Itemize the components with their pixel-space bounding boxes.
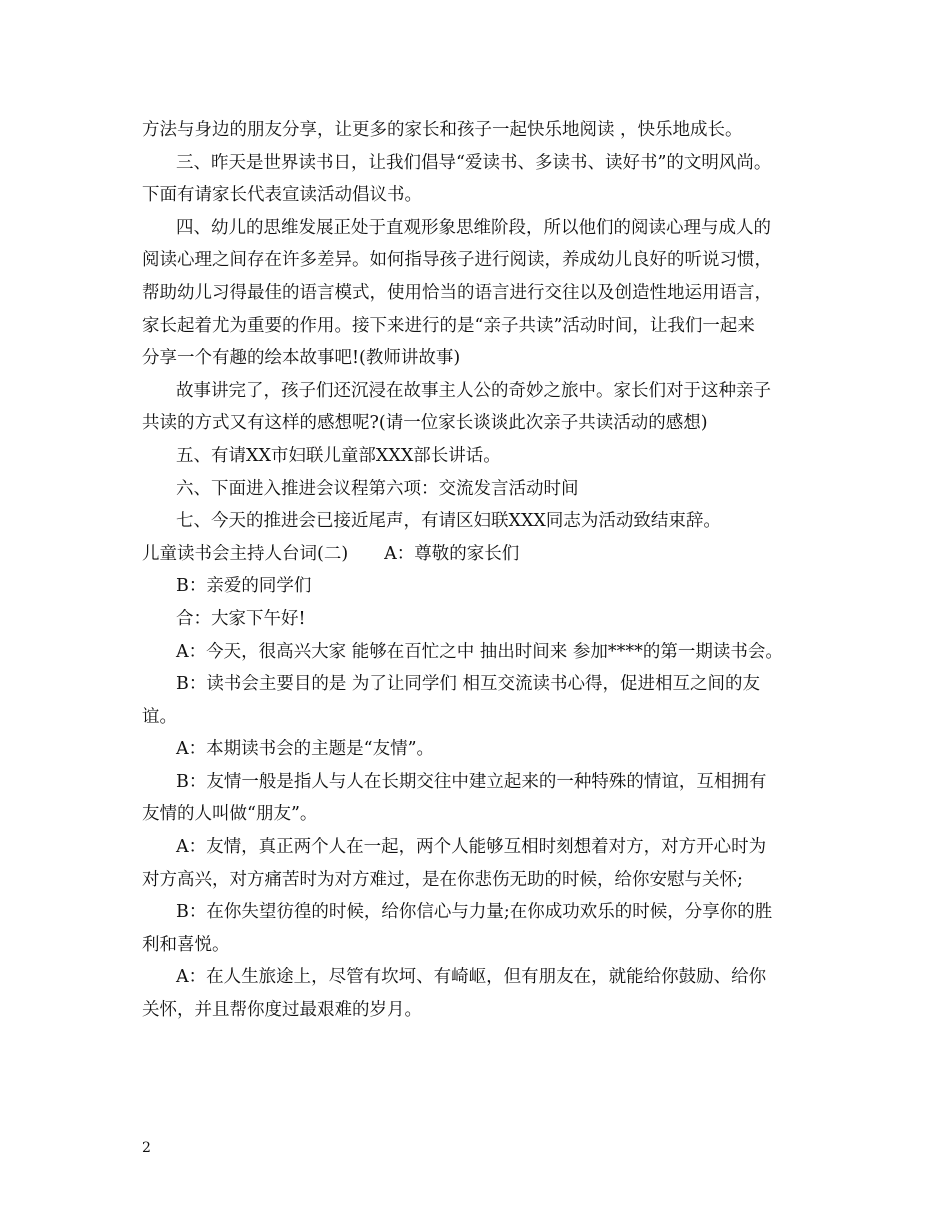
dialogue-line: A：在人生旅途上，尽管有坎坷、有崎岖，但有朋友在，就能给你鼓励、给你 [176, 967, 767, 988]
dialogue-line: B：在你失望彷徨的时候，给你信心与力量;在你成功欢乐的时候，分享你的胜 [176, 902, 773, 923]
section-heading-line [142, 538, 822, 571]
section-first-line: A：尊敬的家长们 [384, 543, 520, 564]
paragraph-line: 分享一个有趣的绘本故事吧!(教师讲故事) [142, 348, 461, 369]
paragraph-line: 阅读心理之间存在许多差异。如何指导孩子进行阅读，养成幼儿良好的听说习惯， [142, 250, 772, 271]
paragraph-line: 四、幼儿的思维发展正处于直观形象思维阶段，所以他们的阅读心理与成人的 [176, 217, 771, 238]
paragraph-line: 帮助幼儿习得最佳的语言模式，使用恰当的语言进行交往以及创造性地运用语言， [142, 282, 772, 303]
dialogue-line: 合：大家下午好! [176, 608, 306, 629]
dialogue-line: 利和喜悦。 [142, 934, 230, 955]
page-number: 2 [142, 1140, 151, 1156]
paragraph-line: 共读的方式又有这样的感想呢?(请一位家长谈谈此次亲子共读活动的感想) [142, 413, 708, 434]
paragraph-line: 五、有请XX市妇联儿童部XXX部长讲话。 [176, 445, 501, 466]
dialogue-line: B：读书会主要目的是 为了让同学们 相互交流读书心得，促进相互之间的友 [176, 674, 760, 695]
paragraph-line: 七、今天的推进会已接近尾声，有请区妇联XXX同志为活动致结束辞。 [176, 511, 721, 532]
dialogue-line: 友情的人叫做“朋友”。 [142, 804, 318, 825]
dialogue-line: 关怀，并且帮你度过最艰难的岁月。 [142, 1000, 422, 1021]
document-body [142, 114, 822, 1027]
paragraph-line: 方法与身边的朋友分享，让更多的家长和孩子一起快乐地阅读 ，快乐地成长。 [142, 120, 743, 140]
paragraph-line: 六、下面进入推进会议程第六项：交流发言活动时间 [176, 478, 579, 499]
dialogue-line: A：友情，真正两个人在一起，两个人能够互相时刻想着对方，对方开心时为 [176, 837, 767, 858]
paragraph-line: 家长起着尤为重要的作用。接下来进行的是“亲子共读”活动时间，让我们一起来 [142, 315, 755, 336]
dialogue-line: 谊。 [142, 706, 177, 727]
paragraph-line: 下面有请家长代表宣读活动倡议书。 [142, 185, 422, 206]
dialogue-line: B：亲爱的同学们 [176, 576, 312, 597]
dialogue-line: A：本期读书会的主题是“友情”。 [176, 739, 435, 760]
dialogue-line: A：今天，很高兴大家 能够在百忙之中 抽出时间来 参加****的第一期读书会。 [176, 641, 783, 662]
dialogue-line: 对方高兴，对方痛苦时为对方难过，是在你悲伤无助的时候，给你安慰与关怀; [142, 869, 743, 890]
section-title: 儿童读书会主持人台词(二) [142, 543, 349, 564]
dialogue-line: B：友情一般是指人与人在长期交往中建立起来的一种特殊的情谊，互相拥有 [176, 771, 767, 792]
paragraph-line: 三、昨天是世界读书日，让我们倡导“爱读书、多读书、读好书”的文明风尚。 [176, 152, 772, 173]
paragraph-line: 故事讲完了，孩子们还沉浸在故事主人公的奇妙之旅中。家长们对于这种亲子 [176, 380, 771, 401]
